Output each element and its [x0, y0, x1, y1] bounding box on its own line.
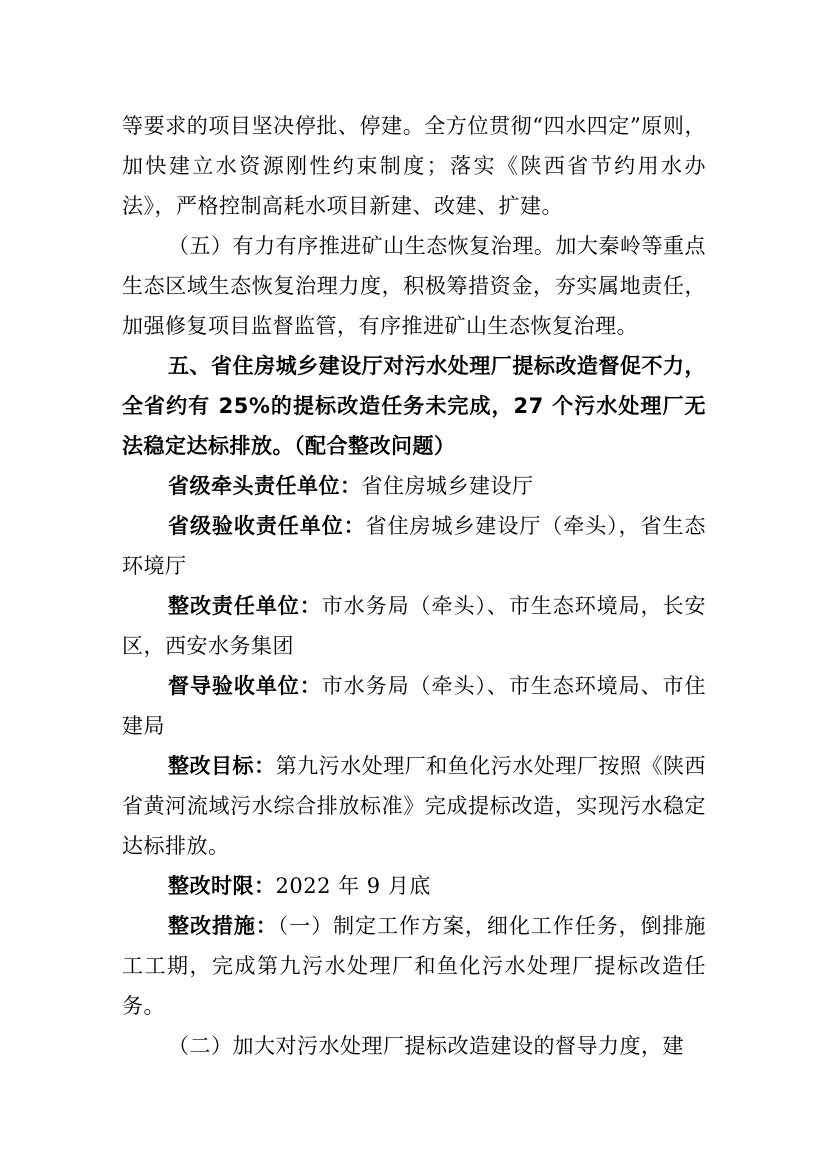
- rectify-unit-line: [122, 586, 706, 666]
- document-body: [122, 106, 706, 1066]
- paragraph-measure-two: （二）加大对污水处理厂提标改造建设的督导力度，建: [168, 1034, 684, 1058]
- accept-unit-label: 省级验收责任单位：: [168, 514, 366, 538]
- accept-unit-line: [122, 506, 706, 586]
- accept-unit-value: 省住房城乡建设厅（牵头），省生态环境厅: [122, 514, 706, 578]
- rectify-unit-label: 整改责任单位：: [168, 594, 322, 618]
- lead-unit-label: 省级牵头责任单位：: [168, 474, 362, 498]
- measures-line: [122, 906, 706, 1026]
- goal-value: 第九污水处理厂和鱼化污水处理厂按照《陕西省黄河流域污水综合排放标准》完成提标改造，实现污水稳定达标排放。: [122, 754, 707, 858]
- lead-unit-value: 省住房城乡建设厅: [361, 474, 534, 498]
- rectify-unit-value: 市水务局（牵头）、市生态环境局，长安区，西安水务集团: [122, 594, 707, 658]
- deadline-value: 2022 年 9 月底: [275, 874, 431, 898]
- measures-label: 整改措施：: [168, 914, 278, 938]
- deadline-label: 整改时限：: [168, 874, 276, 898]
- deadline-line: [122, 866, 706, 906]
- paragraph-item-five: （五）有力有序推进矿山生态恢复治理。加大秦岭等重点生态区域生态恢复治理力度，积极筹措资金，夯实属地责任，加强修复项目监督监管，有序推进矿山生态恢复治理。: [122, 234, 706, 338]
- paragraph-continuation: 等要求的项目坚决停批、停建。全方位贯彻“四水四定”原则，加快建立水资源刚性约束制度；落实《陕西省节约用水办法》，严格控制高耗水项目新建、改建、扩建。: [122, 114, 706, 218]
- supervise-unit-value: 市水务局（牵头）、市生态环境局、市住建局: [122, 674, 707, 738]
- measures-value: （一）制定工作方案，细化工作任务，倒排施工工期，完成第九污水处理厂和鱼化污水处理厂提标改造任务。: [122, 914, 707, 1018]
- supervise-unit-line: [122, 666, 706, 746]
- lead-unit-line: [122, 466, 706, 506]
- supervise-unit-label: 督导验收单位：: [168, 674, 322, 698]
- section-heading: 五、省住房城乡建设厅对污水处理厂提标改造督促不力，全省约有 25%的提标改造任务未完成，27 个污水处理厂无法稳定达标排放。（配合整改问题）: [122, 354, 706, 458]
- goal-line: [122, 746, 706, 866]
- goal-label: 整改目标：: [168, 754, 276, 778]
